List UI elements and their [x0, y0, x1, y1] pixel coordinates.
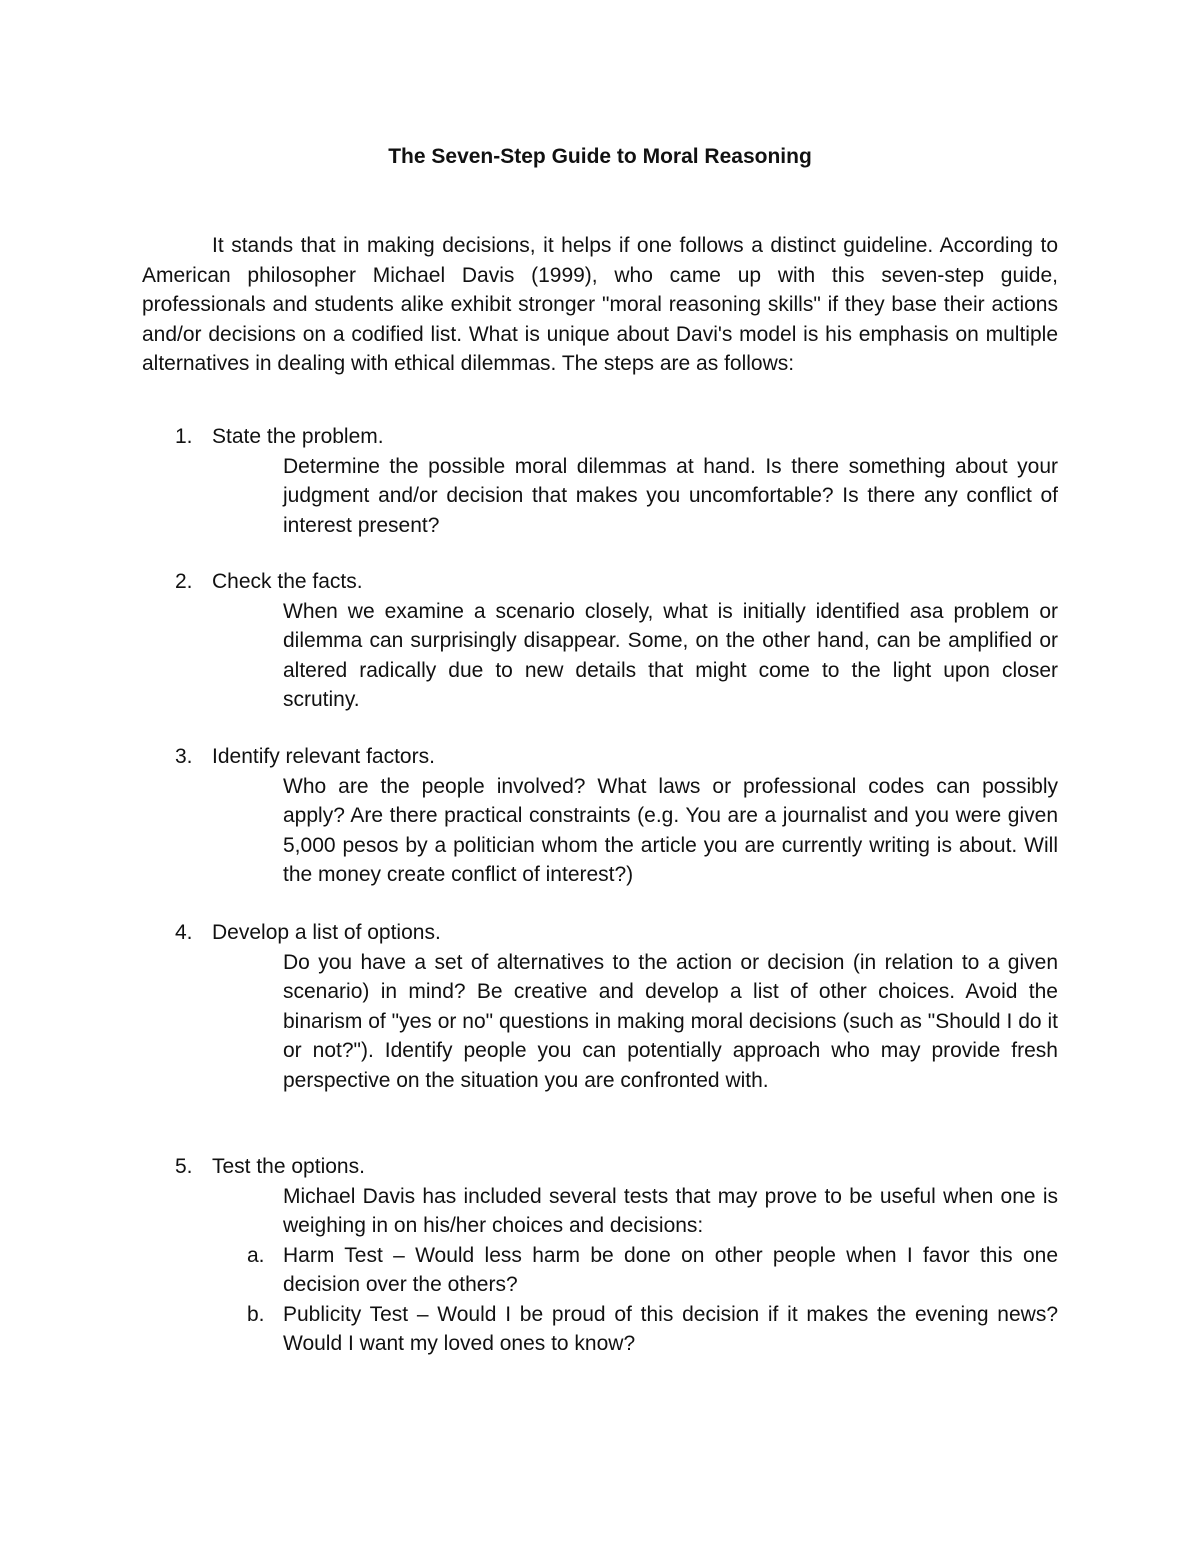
step-4: [142, 918, 1058, 1095]
step-number: 4.: [175, 921, 193, 944]
step-description: Who are the people involved? What laws or professional codes can possibly apply? Are there practical constraints (e.g. You are a journalist and you were given 5,000 pesos by a politician whom the article you are currently writing is about. Will the money create conflict of interest?): [283, 774, 1058, 886]
step-2: [142, 567, 1058, 715]
list-letter: b.: [247, 1302, 265, 1326]
step-heading: [142, 422, 1058, 452]
step-description: Do you have a set of alternatives to the action or decision (in relation to a given scenario) in mind? Be creative and develop a list of other choices. Avoid the binarism of "yes or no" questions in making moral decisions (such as "Should I do it or not?"). Identify people you can potentially approach who may provide fresh perspective on the situation you are confronted with.: [283, 950, 1058, 1092]
step-heading: [142, 1152, 1058, 1182]
list-item-text: Harm Test – Would less harm be done on other people when I favor this one decision over the others?: [283, 1243, 1058, 1296]
step-number: 1.: [175, 425, 193, 448]
step-description: When we examine a scenario closely, what is initially identified asa problem or dilemma can surprisingly disappear. Some, on the other hand, can be amplified or altered radically due to new details that might come to the light upon closer scrutiny.: [283, 599, 1058, 711]
list-item: [247, 1241, 1058, 1300]
intro-paragraph: It stands that in making decisions, it helps if one follows a distinct guideline. According to American philosopher Michael Davis (1999), who came up with this seven-step guide, professionals and students alike exhibit stronger "moral reasoning skills" if they base their actions and/or decisions on a codified list. What is unique about Davi's model is his emphasis on multiple alternatives in dealing with ethical dilemmas. The steps are as follows:: [142, 234, 1058, 375]
step-label: Identify relevant factors.: [212, 745, 435, 768]
step-label: Check the facts.: [212, 570, 363, 593]
step-number: 3.: [175, 745, 193, 768]
step-3: [142, 742, 1058, 890]
test-list: [142, 1241, 1058, 1359]
step-5: [142, 1152, 1058, 1359]
document-title: The Seven-Step Guide to Moral Reasoning: [388, 145, 812, 168]
step-1: [142, 422, 1058, 540]
step-heading: [142, 918, 1058, 948]
list-item-text: Publicity Test – Would I be proud of this decision if it makes the evening news? Would I want my loved ones to know?: [283, 1302, 1058, 1355]
list-letter: a.: [247, 1243, 265, 1267]
step-description: Michael Davis has included several tests that may prove to be useful when one is weighing in on his/her choices and decisions:: [283, 1184, 1058, 1237]
list-item: [247, 1300, 1058, 1359]
step-label: Develop a list of options.: [212, 921, 441, 944]
step-description: Determine the possible moral dilemmas at hand. Is there something about your judgment and/or decision that makes you uncomfortable? Is there any conflict of interest present?: [283, 454, 1058, 537]
step-heading: [142, 567, 1058, 597]
step-label: State the problem.: [212, 425, 384, 448]
step-number: 5.: [175, 1155, 193, 1178]
step-number: 2.: [175, 570, 193, 593]
step-label: Test the options.: [212, 1155, 365, 1178]
step-heading: [142, 742, 1058, 772]
